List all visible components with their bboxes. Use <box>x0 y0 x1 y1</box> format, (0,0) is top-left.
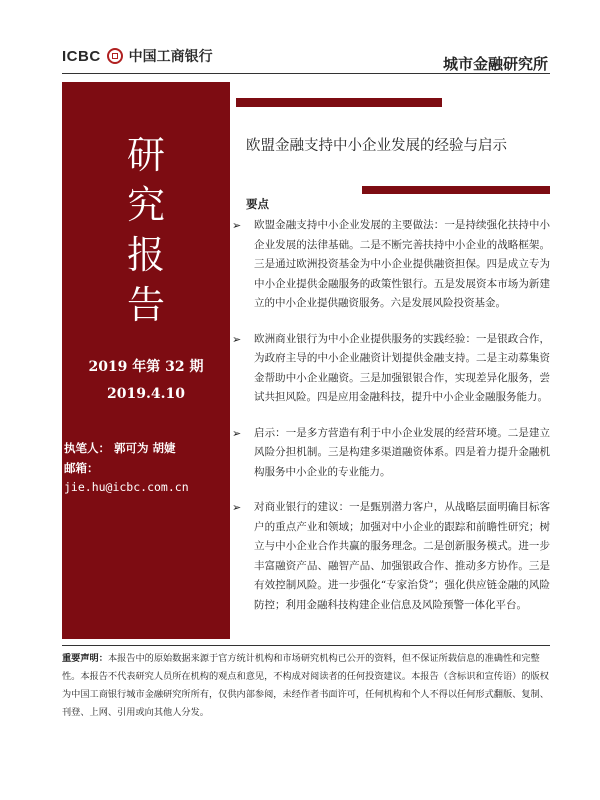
report-type-title <box>62 130 230 330</box>
key-point <box>232 330 550 408</box>
report-title: 欧盟金融支持中小企业发展的经验与启示 <box>246 138 507 154</box>
arrow-bullet-icon: ➢ <box>232 501 242 514</box>
institute-name: 城市金融研究所 <box>442 55 548 73</box>
header-divider <box>62 73 550 74</box>
logo-bank-name: 中国工商银行 <box>128 49 213 65</box>
title-char: 究 <box>126 183 165 227</box>
key-point <box>232 216 550 314</box>
disclaimer-text: 本报告中的原始数据来源于官方统计机构和市场研究机构已公开的资料，但不保证所载信息的准确性和完整性。本报告不代表研究人员所在机构的观点和意见，不构成对阅读者的任何投资建议。本报告（含标识和宣传语）的版权为中国工商银行城市金融研究所所有，仅供内部参阅，未经作者书面许可，任何机构和个人不得以任何形式翻版、复制、刊登、上网、引用或向其他人分发。 <box>62 653 549 718</box>
title-char: 告 <box>126 283 165 327</box>
title-char: 研 <box>126 133 165 177</box>
key-points-heading: 要点 <box>246 197 269 211</box>
key-points-list <box>232 216 550 631</box>
arrow-bullet-icon: ➢ <box>232 332 242 346</box>
issue-number: 2019 年第 32 期 <box>88 359 204 375</box>
email-label: 邮箱： <box>64 461 99 475</box>
logo-icbc-text: ICBC <box>62 47 101 65</box>
footer-divider <box>62 645 550 646</box>
sidebar-panel <box>62 82 230 639</box>
decorative-bar-top <box>236 98 442 107</box>
author-email: jie.hu@icbc.com.cn <box>64 480 189 494</box>
icbc-logo <box>62 46 213 66</box>
arrow-bullet-icon: ➢ <box>232 219 242 232</box>
key-point-text: 欧盟金融支持中小企业发展的主要做法：一是持续强化扶持中小企业发展的法律基础。二是不断完善扶持中小企业的战略框架。三是通过欧洲投资基金为中小企业提供融资担保。四是成立专为中小企业提供金融服务的政策性银行。五是发展资本市场为新建立的中小企业提供融资服务。六是发展风险投资基金。 <box>254 219 550 309</box>
key-point <box>232 498 550 615</box>
authors: 执笔人： 郭可为 胡婕 <box>64 441 176 455</box>
disclaimer-label: 重要声明： <box>62 653 108 664</box>
key-point-text: 对商业银行的建议：一是甄别潜力客户，从战略层面明确目标客户的重点产业和领域；加强对中小企业的跟踪和前瞻性研究；树立与中小企业合作共赢的服务理念。二是创新服务模式。进一步丰富融资产品、融智产品、加强银政合作、推动多方协作。三是有效控制风险。进一步强化“专家治贷”；强化供应链金融的风险防控；利用金融科技构建企业信息及风险预警一体化平台。 <box>254 501 550 611</box>
arrow-bullet-icon: ➢ <box>232 426 242 440</box>
icbc-seal-icon <box>107 48 123 64</box>
decorative-bar-mid <box>362 186 550 194</box>
key-point-text: 欧洲商业银行为中小企业提供服务的实践经验：一是银政合作，为政府主导的中小企业融资计划提供金融支持。二是主动募集资金帮助中小企业融资。三是加强银银合作，实现差异化服务，尝试共担风险。四是应用金融科技，提升中小企业金融服务能力。 <box>254 332 550 403</box>
key-point <box>232 424 550 483</box>
report-date: 2019.4.10 <box>107 386 185 402</box>
key-point-text: 启示：一是多方营造有利于中小企业发展的经营环境。二是建立风险分担机制。三是构建多渠道融资体系。四是着力提升金融机构服务中小企业的专业能力。 <box>254 426 550 478</box>
disclaimer <box>62 650 550 722</box>
title-char: 报 <box>126 233 165 277</box>
